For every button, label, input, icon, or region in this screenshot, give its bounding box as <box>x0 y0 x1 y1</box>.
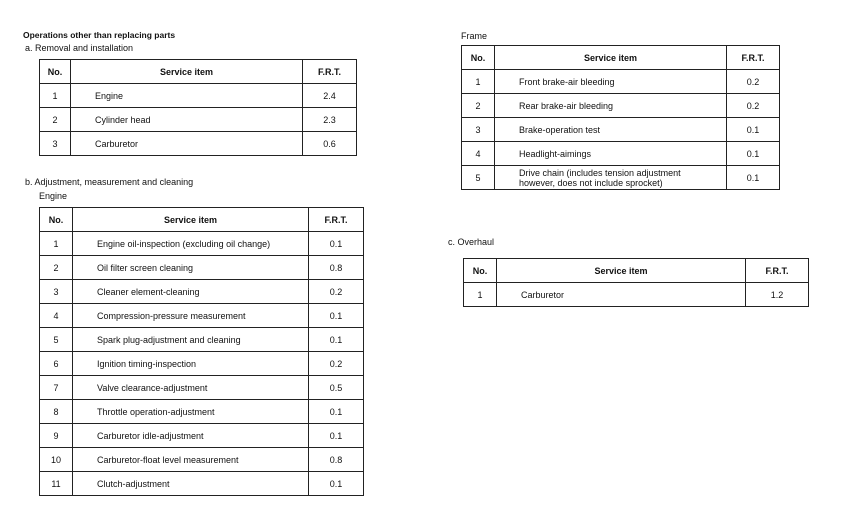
table-row <box>40 328 364 352</box>
column-header-service-item: Service item <box>71 60 303 84</box>
table-row <box>40 108 357 132</box>
row-service-item: Headlight-aimings <box>495 142 727 166</box>
table-row <box>462 70 780 94</box>
row-frt: 0.1 <box>309 328 364 352</box>
row-frt: 0.1 <box>309 400 364 424</box>
row-no: 1 <box>462 70 495 94</box>
row-frt: 0.2 <box>309 280 364 304</box>
table-row <box>40 132 357 156</box>
adjustment-engine-table <box>39 207 364 496</box>
table-row <box>40 400 364 424</box>
row-service-item: Rear brake-air bleeding <box>495 94 727 118</box>
column-header-frt: F.R.T. <box>303 60 357 84</box>
row-frt: 0.1 <box>309 424 364 448</box>
row-service-item: Clutch-adjustment <box>73 472 309 496</box>
table-header-row <box>40 208 364 232</box>
row-no: 4 <box>40 304 73 328</box>
column-header-frt: F.R.T. <box>746 259 809 283</box>
table-row <box>40 448 364 472</box>
row-frt: 0.2 <box>727 70 780 94</box>
row-service-item: Engine oil-inspection (excluding oil change) <box>73 232 309 256</box>
row-frt: 2.4 <box>303 84 357 108</box>
row-service-item: Drive chain (includes tension adjustment however, does not include sprocket) <box>495 166 727 190</box>
row-service-item: Carburetor <box>71 132 303 156</box>
column-header-service-item: Service item <box>497 259 746 283</box>
section-c-title: c. Overhaul <box>448 237 495 247</box>
table-row <box>40 256 364 280</box>
row-no: 3 <box>40 280 73 304</box>
row-service-item: Carburetor <box>497 283 746 307</box>
row-frt: 0.1 <box>309 304 364 328</box>
row-service-item: Brake-operation test <box>495 118 727 142</box>
column-header-service-item: Service item <box>73 208 309 232</box>
row-no: 5 <box>462 166 495 190</box>
table-row <box>40 424 364 448</box>
row-no: 2 <box>462 94 495 118</box>
table-row <box>462 166 780 190</box>
table-header-row <box>464 259 809 283</box>
row-service-item: Engine <box>71 84 303 108</box>
row-frt: 0.8 <box>309 256 364 280</box>
row-no: 5 <box>40 328 73 352</box>
row-no: 7 <box>40 376 73 400</box>
row-service-item: Cleaner element-cleaning <box>73 280 309 304</box>
table-header-row <box>40 60 357 84</box>
row-no: 4 <box>462 142 495 166</box>
row-no: 1 <box>40 84 71 108</box>
row-no: 1 <box>464 283 497 307</box>
row-frt: 0.2 <box>309 352 364 376</box>
row-frt: 2.3 <box>303 108 357 132</box>
row-no: 11 <box>40 472 73 496</box>
section-b-title: b. Adjustment, measurement and cleaning <box>25 177 194 187</box>
row-frt: 0.1 <box>309 232 364 256</box>
table-header-row <box>462 46 780 70</box>
row-service-item: Compression-pressure measurement <box>73 304 309 328</box>
column-header-frt: F.R.T. <box>309 208 364 232</box>
column-header-frt: F.R.T. <box>727 46 780 70</box>
row-no: 3 <box>40 132 71 156</box>
frame-title: Frame <box>461 31 488 41</box>
row-frt: 0.8 <box>309 448 364 472</box>
section-a-title: a. Removal and installation <box>25 43 134 53</box>
row-no: 1 <box>40 232 73 256</box>
row-service-item: Front brake-air bleeding <box>495 70 727 94</box>
frame-table <box>461 45 780 190</box>
row-service-item: Ignition timing-inspection <box>73 352 309 376</box>
row-frt: 0.1 <box>727 166 780 190</box>
row-frt: 0.1 <box>309 472 364 496</box>
row-no: 3 <box>462 118 495 142</box>
table-row <box>40 376 364 400</box>
table-row <box>40 304 364 328</box>
row-service-item: Oil filter screen cleaning <box>73 256 309 280</box>
table-row <box>462 94 780 118</box>
row-service-item: Spark plug-adjustment and cleaning <box>73 328 309 352</box>
row-frt: 1.2 <box>746 283 809 307</box>
table-row <box>40 280 364 304</box>
column-header-no: No. <box>462 46 495 70</box>
row-service-item: Carburetor idle-adjustment <box>73 424 309 448</box>
column-header-no: No. <box>464 259 497 283</box>
table-row <box>40 352 364 376</box>
column-header-no: No. <box>40 60 71 84</box>
row-frt: 0.5 <box>309 376 364 400</box>
row-frt: 0.6 <box>303 132 357 156</box>
row-no: 10 <box>40 448 73 472</box>
overhaul-table <box>463 258 809 307</box>
table-row <box>464 283 809 307</box>
row-service-item: Valve clearance-adjustment <box>73 376 309 400</box>
row-frt: 0.1 <box>727 118 780 142</box>
table-row <box>462 142 780 166</box>
row-no: 9 <box>40 424 73 448</box>
table-row <box>40 472 364 496</box>
row-no: 2 <box>40 108 71 132</box>
row-no: 2 <box>40 256 73 280</box>
row-service-item: Carburetor-float level measurement <box>73 448 309 472</box>
row-no: 8 <box>40 400 73 424</box>
row-service-item: Cylinder head <box>71 108 303 132</box>
removal-installation-table <box>39 59 357 156</box>
table-row <box>40 84 357 108</box>
row-no: 6 <box>40 352 73 376</box>
table-row <box>462 118 780 142</box>
row-frt: 0.1 <box>727 142 780 166</box>
page-title: Operations other than replacing parts <box>23 30 176 40</box>
row-service-item: Throttle operation-adjustment <box>73 400 309 424</box>
row-frt: 0.2 <box>727 94 780 118</box>
column-header-no: No. <box>40 208 73 232</box>
engine-subtitle: Engine <box>39 191 68 201</box>
column-header-service-item: Service item <box>495 46 727 70</box>
table-row <box>40 232 364 256</box>
